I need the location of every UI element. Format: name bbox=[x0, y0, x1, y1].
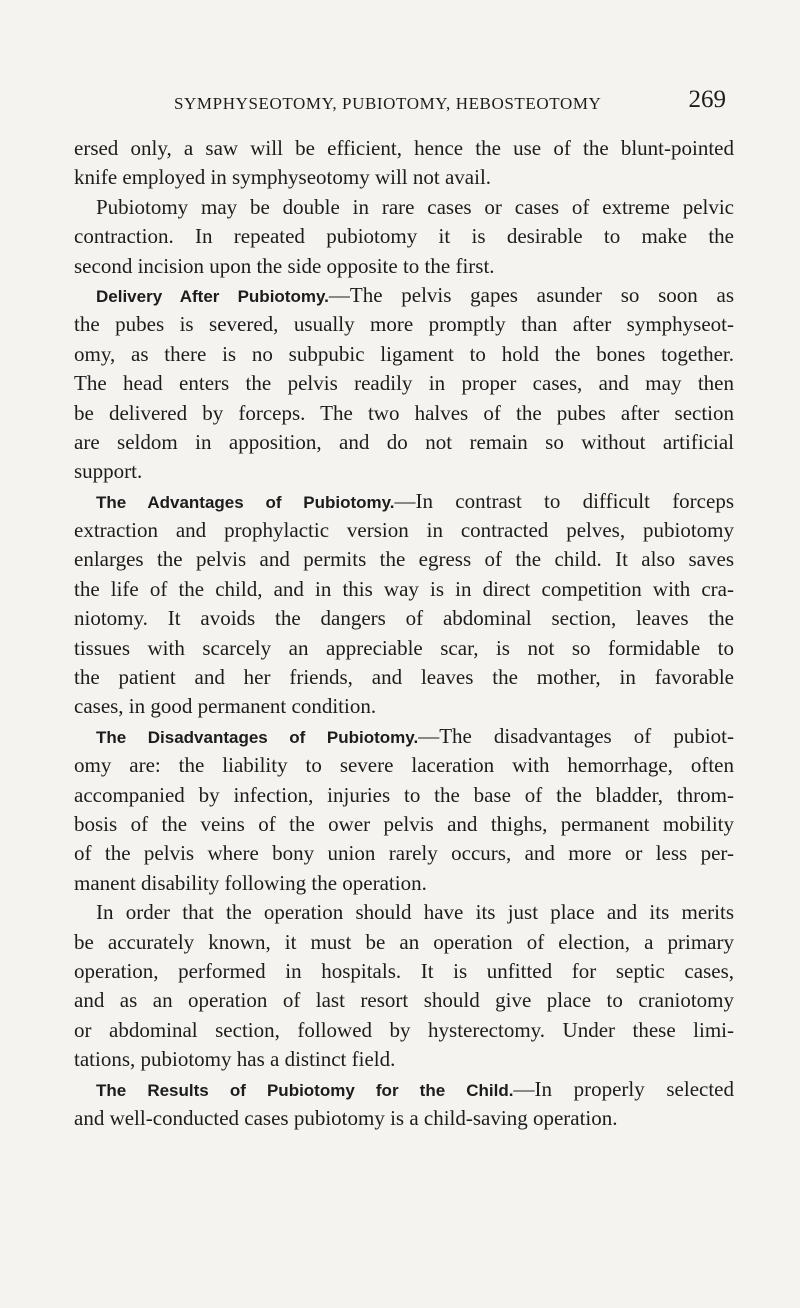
text-line: ersed only, a saw will be efficient, hence the use of the blunt-pointed bbox=[74, 136, 734, 160]
text-line: In order that the operation should have its just place and its merits bbox=[96, 900, 734, 925]
text-line: tissues with scarcely an appreciable scar, is not so formidable to bbox=[74, 635, 734, 660]
text-line: support. bbox=[74, 459, 143, 484]
page-number: 269 bbox=[688, 86, 726, 113]
text-line: The Results of Pubiotomy for the Child.—In properly selected bbox=[96, 1076, 734, 1101]
section-heading: The Disadvantages of Pubiotomy. bbox=[96, 727, 419, 747]
text-line: niotomy. It avoids the dangers of abdominal section, leaves the bbox=[74, 606, 734, 631]
section-heading: The Results of Pubiotomy for the Child. bbox=[96, 1080, 514, 1100]
text-line: contraction. In repeated pubiotomy it is desirable to make the bbox=[74, 224, 734, 249]
text-line: accompanied by infection, injuries to the base of the bladder, throm- bbox=[74, 782, 734, 807]
text-line: operation, performed in hospitals. It is unfitted for septic cases, bbox=[74, 958, 734, 983]
text-line: the life of the child, and in this way is in direct competition with cra- bbox=[74, 576, 734, 601]
text-line: are seldom in apposition, and do not remain so without artificial bbox=[74, 429, 734, 454]
text-line: The Advantages of Pubiotomy.—In contrast to difficult forceps bbox=[96, 488, 734, 513]
text-line: and as an operation of last resort should give place to craniotomy bbox=[74, 988, 734, 1013]
text-line: Pubiotomy may be double in rare cases or cases of extreme pelvic bbox=[96, 194, 734, 219]
text-line: extraction and prophylactic version in contracted pelves, pubiotomy bbox=[74, 518, 734, 543]
text-line: cases, in good permanent condition. bbox=[74, 694, 377, 719]
text-line: second incision upon the side opposite to the first. bbox=[74, 253, 495, 278]
text-line: be accurately known, it must be an operation of election, a primary bbox=[74, 929, 734, 954]
text-line: The head enters the pelvis readily in proper cases, and may then bbox=[74, 371, 734, 396]
text-line: bosis of the veins of the ower pelvis and thighs, permanent mobility bbox=[74, 811, 734, 836]
text-line: omy are: the liability to severe laceration with hemorrhage, often bbox=[74, 753, 734, 778]
body-text bbox=[74, 134, 734, 1133]
section-heading: Delivery After Pubiotomy. bbox=[96, 286, 329, 306]
text-line: enlarges the pelvis and permits the egress of the child. It also saves bbox=[74, 547, 734, 572]
text-line: the pubes is severed, usually more promptly than after symphyseot- bbox=[74, 312, 734, 337]
text-line: be delivered by forceps. The two halves of the pubes after section bbox=[74, 400, 734, 425]
text-line: and well-conducted cases pubiotomy is a child-saving operation. bbox=[74, 1105, 618, 1130]
text-line: knife employed in symphyseotomy will not avail. bbox=[74, 165, 492, 190]
text-line: tations, pubiotomy has a distinct field. bbox=[74, 1047, 396, 1072]
text-line: of the pelvis where bony union rarely occurs, and more or less per- bbox=[74, 841, 734, 866]
running-head: SYMPHYSEOTOMY, PUBIOTOMY, HEBOSTEOTOMY bbox=[174, 94, 602, 113]
text-line: Delivery After Pubiotomy.—The pelvis gapes asunder so soon as bbox=[96, 282, 734, 307]
section-heading: The Advantages of Pubiotomy. bbox=[96, 492, 395, 512]
text-line: omy, as there is no subpubic ligament to hold the bones together. bbox=[74, 341, 734, 366]
text-line: or abdominal section, followed by hysterectomy. Under these limi- bbox=[74, 1017, 734, 1042]
page-header bbox=[74, 86, 726, 116]
text-line: The Disadvantages of Pubiotomy.—The disadvantages of pubiot- bbox=[96, 723, 734, 748]
text-line: manent disability following the operation. bbox=[74, 870, 427, 895]
text-line: the patient and her friends, and leaves the mother, in favorable bbox=[74, 665, 734, 690]
